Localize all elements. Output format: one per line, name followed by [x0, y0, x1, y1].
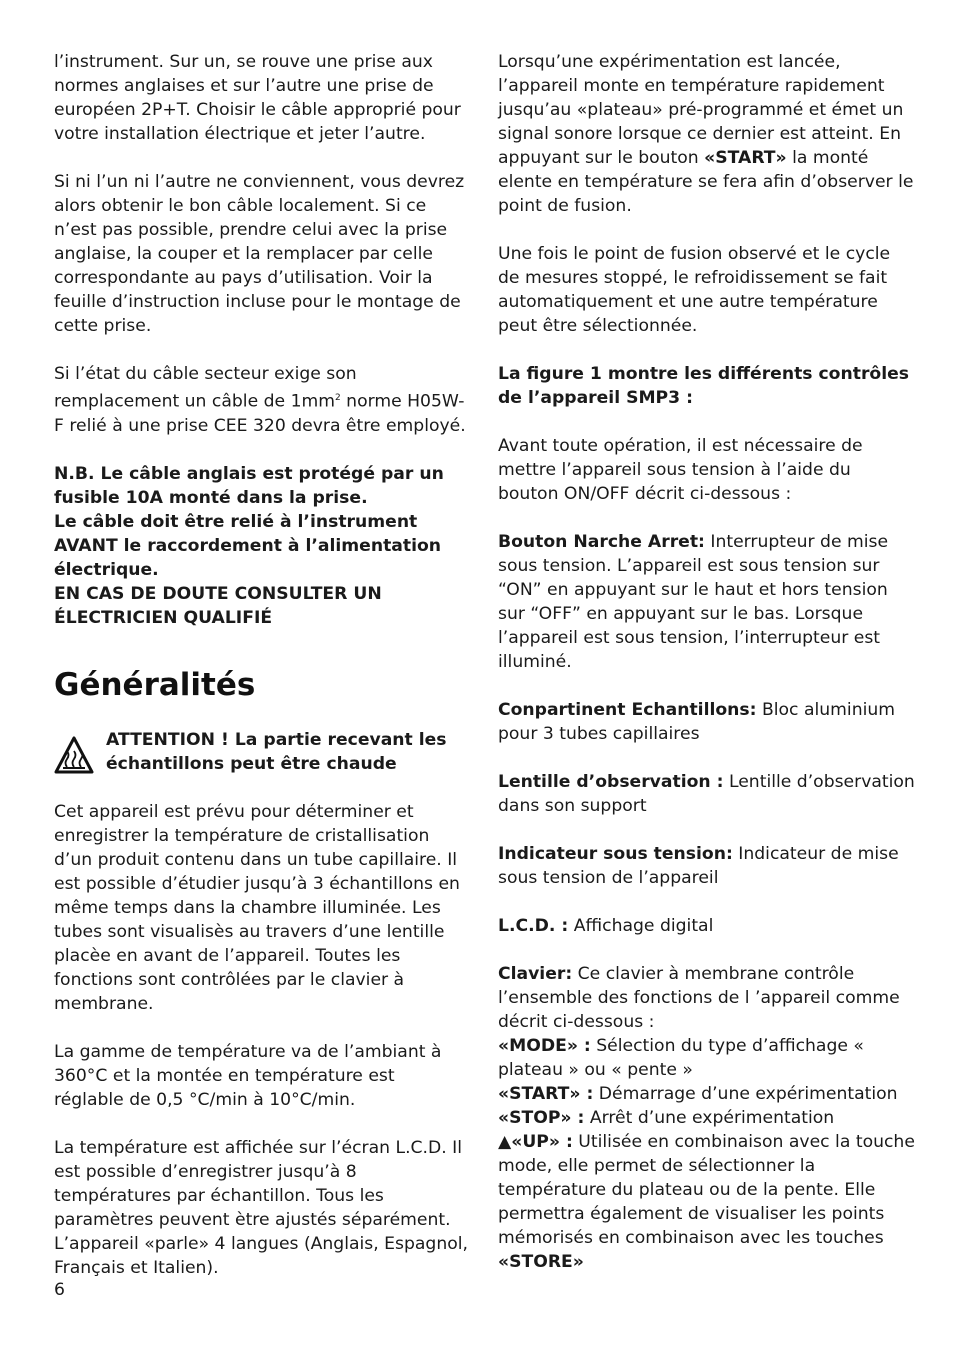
paragraph-cable-local: Si ni l’un ni l’autre ne conviennent, vous devrez alors obtenir le bon câble localement. Si ce n’est pas possible, prendre celui avec la prise anglaise, la couper et la remplacer par celle correspondante au pays d’utilisation. Voir la feuille d’instruction incluse pour le montage de cette prise.: [54, 172, 465, 336]
item-lcd: L.C.D. : Affichage digital: [498, 916, 714, 936]
paragraph-temperature-range: La gamme de température va de l’ambiant à 360°C et la montée en température est réglable de 0,5 °C/min à 10°C/min.: [54, 1041, 442, 1110]
hot-surface-warning-icon: [54, 736, 94, 776]
key-stop: «STOP» : Arrêt d’une expérimentation: [498, 1108, 835, 1128]
nb-warning-block: [54, 462, 468, 630]
figure-caption-intro: La figure 1 montre les différents contrôles de l’appareil SMP3 :: [498, 364, 910, 408]
item-observation-lens: Lentille d’observation : Lentille d’observation dans son support: [498, 772, 915, 816]
left-column: [54, 50, 468, 1304]
nb-line-electrician: EN CAS DE DOUTE CONSULTER UN ÉLECTRICIEN QUALIFIÉ: [54, 583, 382, 628]
attention-notice: [54, 728, 468, 776]
paragraph-cable-replacement: Si l’état du câble secteur exige son remplacement un câble de $1mm^2$ norme H05W-F relié à une prise CEE 320 devra être employé.: [54, 364, 466, 436]
page-number: 6: [54, 1280, 65, 1300]
paragraph-description: Cet appareil est prévu pour déterminer et enregistrer la température de cristallisation d’un produit contenu dans un tube capillaire. Il est possible d’étudier jusqu’à 3 échantillons en même temps dans la chambre illuminée. Les tubes sont visualisès au travers d’une lentille placèe en avant de l’appareil. Toutes les fonctions sont contrôlées par le clavier à membrane.: [54, 801, 460, 1014]
paragraph-cable-intro: l’instrument. Sur un, se rouve une prise aux normes anglaises et sur l’autre une prise de européen 2P+T. Choisir le câble approprié pour votre installation électrique et jeter l’autre.: [54, 52, 461, 144]
paragraph-display: La température est affichée sur l’écran L.C.D. Il est possible d’enregistrer jusqu’à 8 températures par échantillon. Tous les paramètres peuvent ètre ajustés séparément. L’appareil «parle» 4 langues (Anglais, Espagnol, Français et Italien).: [54, 1137, 468, 1278]
attention-text: ATTENTION ! La partie recevant les échantillons peut être chaude: [106, 729, 447, 774]
key-mode: «MODE» : Sélection du type d’affichage « plateau » ou « pente »: [498, 1036, 864, 1080]
paragraph-power-on: Avant toute opération, il est nécessaire de mettre l’appareil sous tension à l’aide du bouton ON/OFF décrit ci-dessous :: [498, 436, 863, 504]
item-power-indicator: Indicateur sous tension: Indicateur de mise sous tension de l’appareil: [498, 844, 899, 888]
section-heading-generalites: Généralités: [54, 666, 256, 703]
right-column: [498, 50, 916, 1298]
paragraph-cooling: Une fois le point de fusion observé et le cycle de mesures stoppé, le refroidissement se fait automatiquement et une autre température peut être sélectionnée.: [498, 244, 891, 336]
item-power-switch: Bouton Narche Arret: Interrupteur de mise sous tension. L’appareil est sous tension sur “ON” en appuyant sur le haut et hors tension sur “OFF” en appuyant sur le bas. Lorsque l’appareil est sous tension, l’interrupteur est illuminé.: [498, 532, 889, 672]
nb-line-fuse: N.B. Le câble anglais est protégé par un fusible 10A monté dans la prise.: [54, 463, 444, 508]
key-start: «START» : Démarrage d’une expérimentation: [498, 1084, 898, 1104]
item-sample-compartment: Conpartinent Echantillons: Bloc aluminium pour 3 tubes capillaires: [498, 700, 895, 744]
key-up: ▲«UP» : Utilisée en combinaison avec la touche mode, elle permet de sélectionner la température du plateau ou de la pente. Elle permettra également de visualiser les points mémorisés en combinaison avec les touches «STORE»: [498, 1132, 915, 1272]
item-keypad: Clavier: Ce clavier à membrane contrôle l’ensemble des fonctions de l ’appareil comme décrit ci-dessous : «MODE» : Sélection du type d’affichage « plateau » ou « pente » «START» : Démarrage d’une expérimentation «STOP» : Arrêt d’une expérimentation ▲«UP» : Utilisée en combinaison avec la touche mode, elle permet de sélectionner la température du plateau ou de la pente. Elle permettra également de visualiser les points mémorisés en combinaison avec les touches «STORE»: [498, 964, 915, 1272]
nb-line-connect: Le câble doit être relié à l’instrument AVANT le raccordement à l’alimentation électrique.: [54, 511, 442, 580]
paragraph-experiment-start: Lorsqu’une expérimentation est lancée, l’appareil monte en température rapidement jusqu’au «plateau» pré-programmé et émet un signal sonore lorsque ce dernier est atteint. En appuyant sur le bouton «START» la monté elente en température se fera afin d’observer le point de fusion.: [498, 52, 914, 216]
